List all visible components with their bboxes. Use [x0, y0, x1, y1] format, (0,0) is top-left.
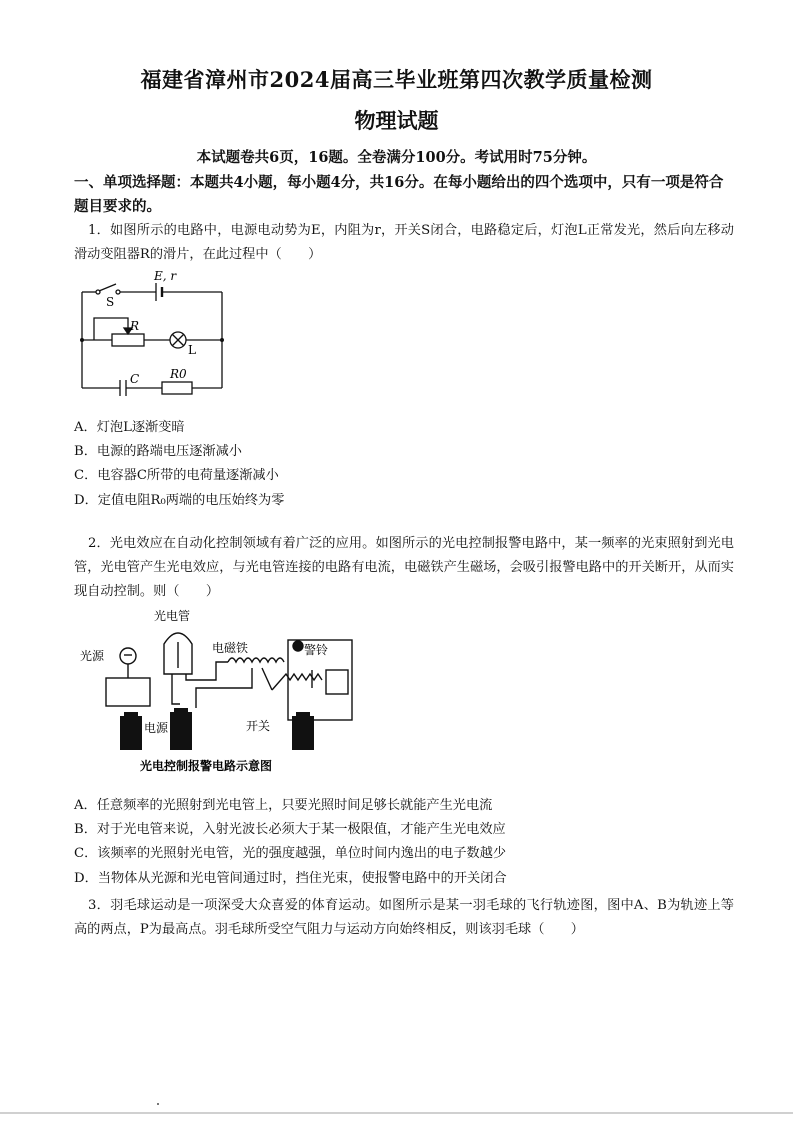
exam-info: 本试题卷共6页，16题。全卷满分100分。考试用时75分钟。: [196, 149, 597, 166]
q2-option-d: D．当物体从光源和光电管间通过时，挡住光束，使报警电路中的开关闭合: [74, 871, 507, 886]
label-rheostat: R: [130, 319, 140, 333]
label-lamp: L: [188, 343, 196, 357]
q1-option-c: C．电容器C所带的电荷量逐渐减小: [74, 468, 279, 483]
q1-option-d: D．定值电阻R₀两端的电压始终为零: [74, 493, 285, 508]
label-capacitor: C: [130, 372, 140, 386]
label-alarm-bell: 警铃: [304, 643, 329, 657]
label-switch: S: [106, 295, 115, 309]
q1-option-b: B．电源的路端电压逐渐减小: [74, 444, 242, 459]
label-emf: E, r: [154, 269, 177, 283]
label-light-source: 光源: [80, 649, 105, 663]
label-resistor-r0: R0: [170, 367, 187, 381]
section-heading: 一、单项选择题：本题共4小题，每小题4分，共16分。在每小题给出的四个选项中，只有一项是符合题目要求的。: [74, 174, 724, 215]
q1-option-a: A．灯泡L逐渐变暗: [74, 420, 185, 435]
label-power: 电源: [144, 721, 169, 735]
question-1-stem: 1．如图所示的电路中，电源电动势为E，内阻为r，开关S闭合，电路稳定后，灯泡L正常发光，然后向左移动滑动变阻器R的滑片，在此过程中（ ）: [74, 223, 734, 262]
label-electromagnet: 电磁铁: [212, 641, 249, 655]
label-switch-q2: 开关: [246, 719, 271, 733]
q2-option-a: A．任意频率的光照射到光电管上，只要光照时间足够长就能产生光电流: [74, 798, 493, 813]
q2-option-c: C．该频率的光照射光电管，光的强度越强，单位时间内逸出的电子数越少: [74, 846, 507, 861]
exam-title: 福建省漳州市2024届高三毕业班第四次教学质量检测: [140, 67, 653, 92]
question-2-stem: 2．光电效应在自动化控制领域有着广泛的应用。如图所示的光电控制报警电路中，某一频率的光束照射到光电管，光电管产生光电效应，与光电管连接的电路有电流，电磁铁产生磁场，会吸引报警电路中的开关断开，从而实现自动控制。则（ ）: [74, 536, 734, 599]
q2-option-b: B．对于光电管来说，入射光波长必须大于某一极限值，才能产生光电效应: [74, 822, 506, 837]
label-phototube: 光电管: [154, 609, 191, 623]
diagram-caption: 光电控制报警电路示意图: [140, 759, 273, 773]
photoelectric-alarm-diagram: [76, 608, 376, 778]
exam-subtitle: 物理试题: [354, 108, 439, 133]
page-mark: [157, 1103, 159, 1105]
question-3-stem: 3．羽毛球运动是一项深受大众喜爱的体育运动。如图所示是某一羽毛球的飞行轨迹图，图中A、B为轨迹上等高的两点，P为最高点。羽毛球所受空气阻力与运动方向始终相反，则该羽毛球（ ）: [74, 898, 734, 937]
page-bottom-border: [0, 1112, 793, 1114]
circuit-diagram-q1: [74, 268, 234, 396]
